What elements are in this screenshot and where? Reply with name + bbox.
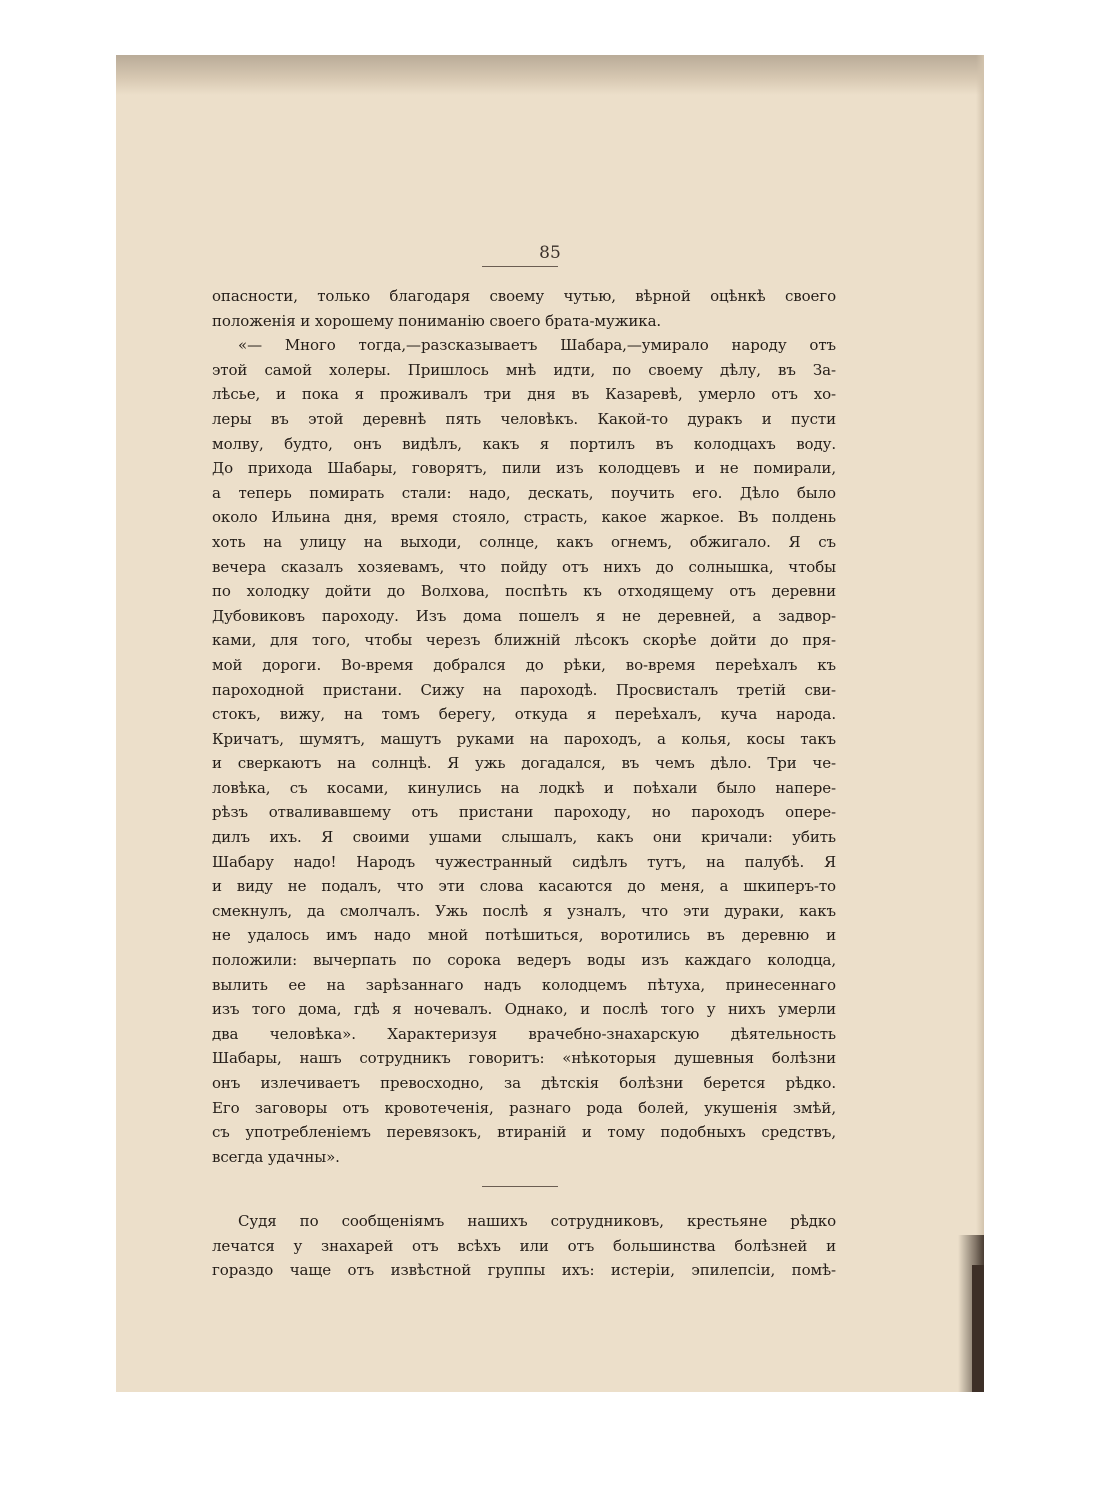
section-divider	[482, 1186, 558, 1187]
header-rule	[482, 266, 558, 267]
text-line: около Ильина дня, время стояло, страсть, какое жаркое. Въ полдень	[212, 508, 836, 527]
text-line: Дубовиковъ пароходу. Изъ дома пошелъ я не деревней, а задвор-	[212, 606, 836, 625]
text-line: «— Много тогда,—разсказываетъ Шабара,—умирало народу отъ	[238, 336, 836, 355]
text-line: До прихода Шабары, говорятъ, пили изъ колодцевъ и не помирали,	[212, 459, 836, 478]
text-line: ловѣка, съ косами, кинулись на лодкѣ и поѣхали было напере-	[212, 778, 836, 797]
body-text	[212, 284, 836, 1169]
text-line: рѣзъ отваливавшему отъ пристани пароходу, но пароходъ опере-	[212, 803, 836, 822]
text-line: и сверкаютъ на солнцѣ. Я ужь догадался, въ чемъ дѣло. Три че-	[212, 754, 836, 773]
text-line: смекнулъ, да смолчалъ. Ужь послѣ я узналъ, что эти дураки, какъ	[212, 901, 836, 920]
page-number: 85	[539, 243, 561, 263]
page-top-edge	[116, 55, 984, 95]
body-text-continued	[212, 1209, 836, 1283]
text-line: а теперь помирать стали: надо, дескать, поучить его. Дѣло было	[212, 483, 836, 502]
text-line: Кричатъ, шумятъ, машутъ руками на пароходъ, а колья, косы такъ	[212, 729, 836, 748]
text-line: дилъ ихъ. Я своими ушами слышалъ, какъ они кричали: убить	[212, 828, 836, 847]
text-line: леры въ этой деревнѣ пять человѣкъ. Какой-то дуракъ и пусти	[212, 409, 836, 428]
text-line: всегда удачны».	[212, 1147, 340, 1166]
text-line: по холодку дойти до Волхова, поспѣть къ отходящему отъ деревни	[212, 582, 836, 601]
text-line: этой самой холеры. Пришлось мнѣ идти, по своему дѣлу, въ За-	[212, 360, 836, 379]
text-line: два человѣка». Характеризуя врачебно-знахарскую дѣятельность	[212, 1024, 836, 1043]
text-line: вечера сказалъ хозяевамъ, что пойду отъ нихъ до солнышка, чтобы	[212, 557, 836, 576]
text-line: ками, для того, чтобы черезъ ближній лѣсокъ скорѣе дойти до пря-	[212, 631, 836, 650]
text-line: вылить ее на зарѣзаннаго надъ колодцемъ пѣтуха, принесеннаго	[212, 975, 836, 994]
text-line: молву, будто, онъ видѣлъ, какъ я портилъ въ колодцахъ воду.	[212, 434, 836, 453]
text-line: Его заговоры отъ кровотеченія, разнаго рода болей, укушенія змѣй,	[212, 1098, 836, 1117]
text-line: мой дороги. Во-время добрался до рѣки, во-время переѣхалъ къ	[212, 655, 836, 674]
text-line: стокъ, вижу, на томъ берегу, откуда я переѣхалъ, куча народа.	[212, 705, 836, 724]
text-line: лечатся у знахарей отъ всѣхъ или отъ большинства болѣзней и	[212, 1236, 836, 1255]
text-line: опасности, только благодаря своему чутью, вѣрной оцѣнкѣ своего	[212, 287, 836, 305]
text-line: лѣсье, и пока я проживалъ три дня въ Казаревѣ, умерло отъ хо-	[212, 385, 836, 404]
scanned-page	[116, 55, 984, 1392]
text-line: хоть на улицу на выходи, солнце, какъ огнемъ, обжигало. Я съ	[212, 532, 836, 551]
text-line: съ употребленіемъ перевязокъ, втираній и тому подобныхъ средствъ,	[212, 1123, 836, 1142]
text-line: положенія и хорошему пониманію своего брата-мужика.	[212, 311, 662, 330]
text-line: не удалось имъ надо мной потѣшиться, воротились въ деревню и	[212, 926, 836, 945]
text-line: Судя по сообщеніямъ нашихъ сотрудниковъ, крестьяне рѣдко	[238, 1212, 836, 1230]
text-line: Шабары, нашъ сотрудникъ говоритъ: «нѣкоторыя душевныя болѣзни	[212, 1049, 836, 1068]
text-line: положили: вычерпать по сорока ведеръ воды изъ каждаго колодца,	[212, 951, 836, 970]
text-line: изъ того дома, гдѣ я ночевалъ. Однако, и послѣ того у нихъ умерли	[212, 1000, 836, 1019]
text-line: гораздо чаще отъ извѣстной группы ихъ: истеріи, эпилепсіи, помѣ-	[212, 1261, 836, 1280]
text-line: Шабару надо! Народъ чужестранный сидѣлъ тутъ, на палубѣ. Я	[212, 852, 836, 871]
text-line: пароходной пристани. Сижу на пароходѣ. Просвисталъ третій сви-	[212, 680, 836, 699]
text-line: онъ излечиваетъ превосходно, за дѣтскія болѣзни берется рѣдко.	[212, 1074, 836, 1092]
text-line: и виду не подалъ, что эти слова касаются до меня, а шкиперъ-то	[212, 877, 836, 896]
binding-shadow-dark	[972, 1265, 984, 1392]
